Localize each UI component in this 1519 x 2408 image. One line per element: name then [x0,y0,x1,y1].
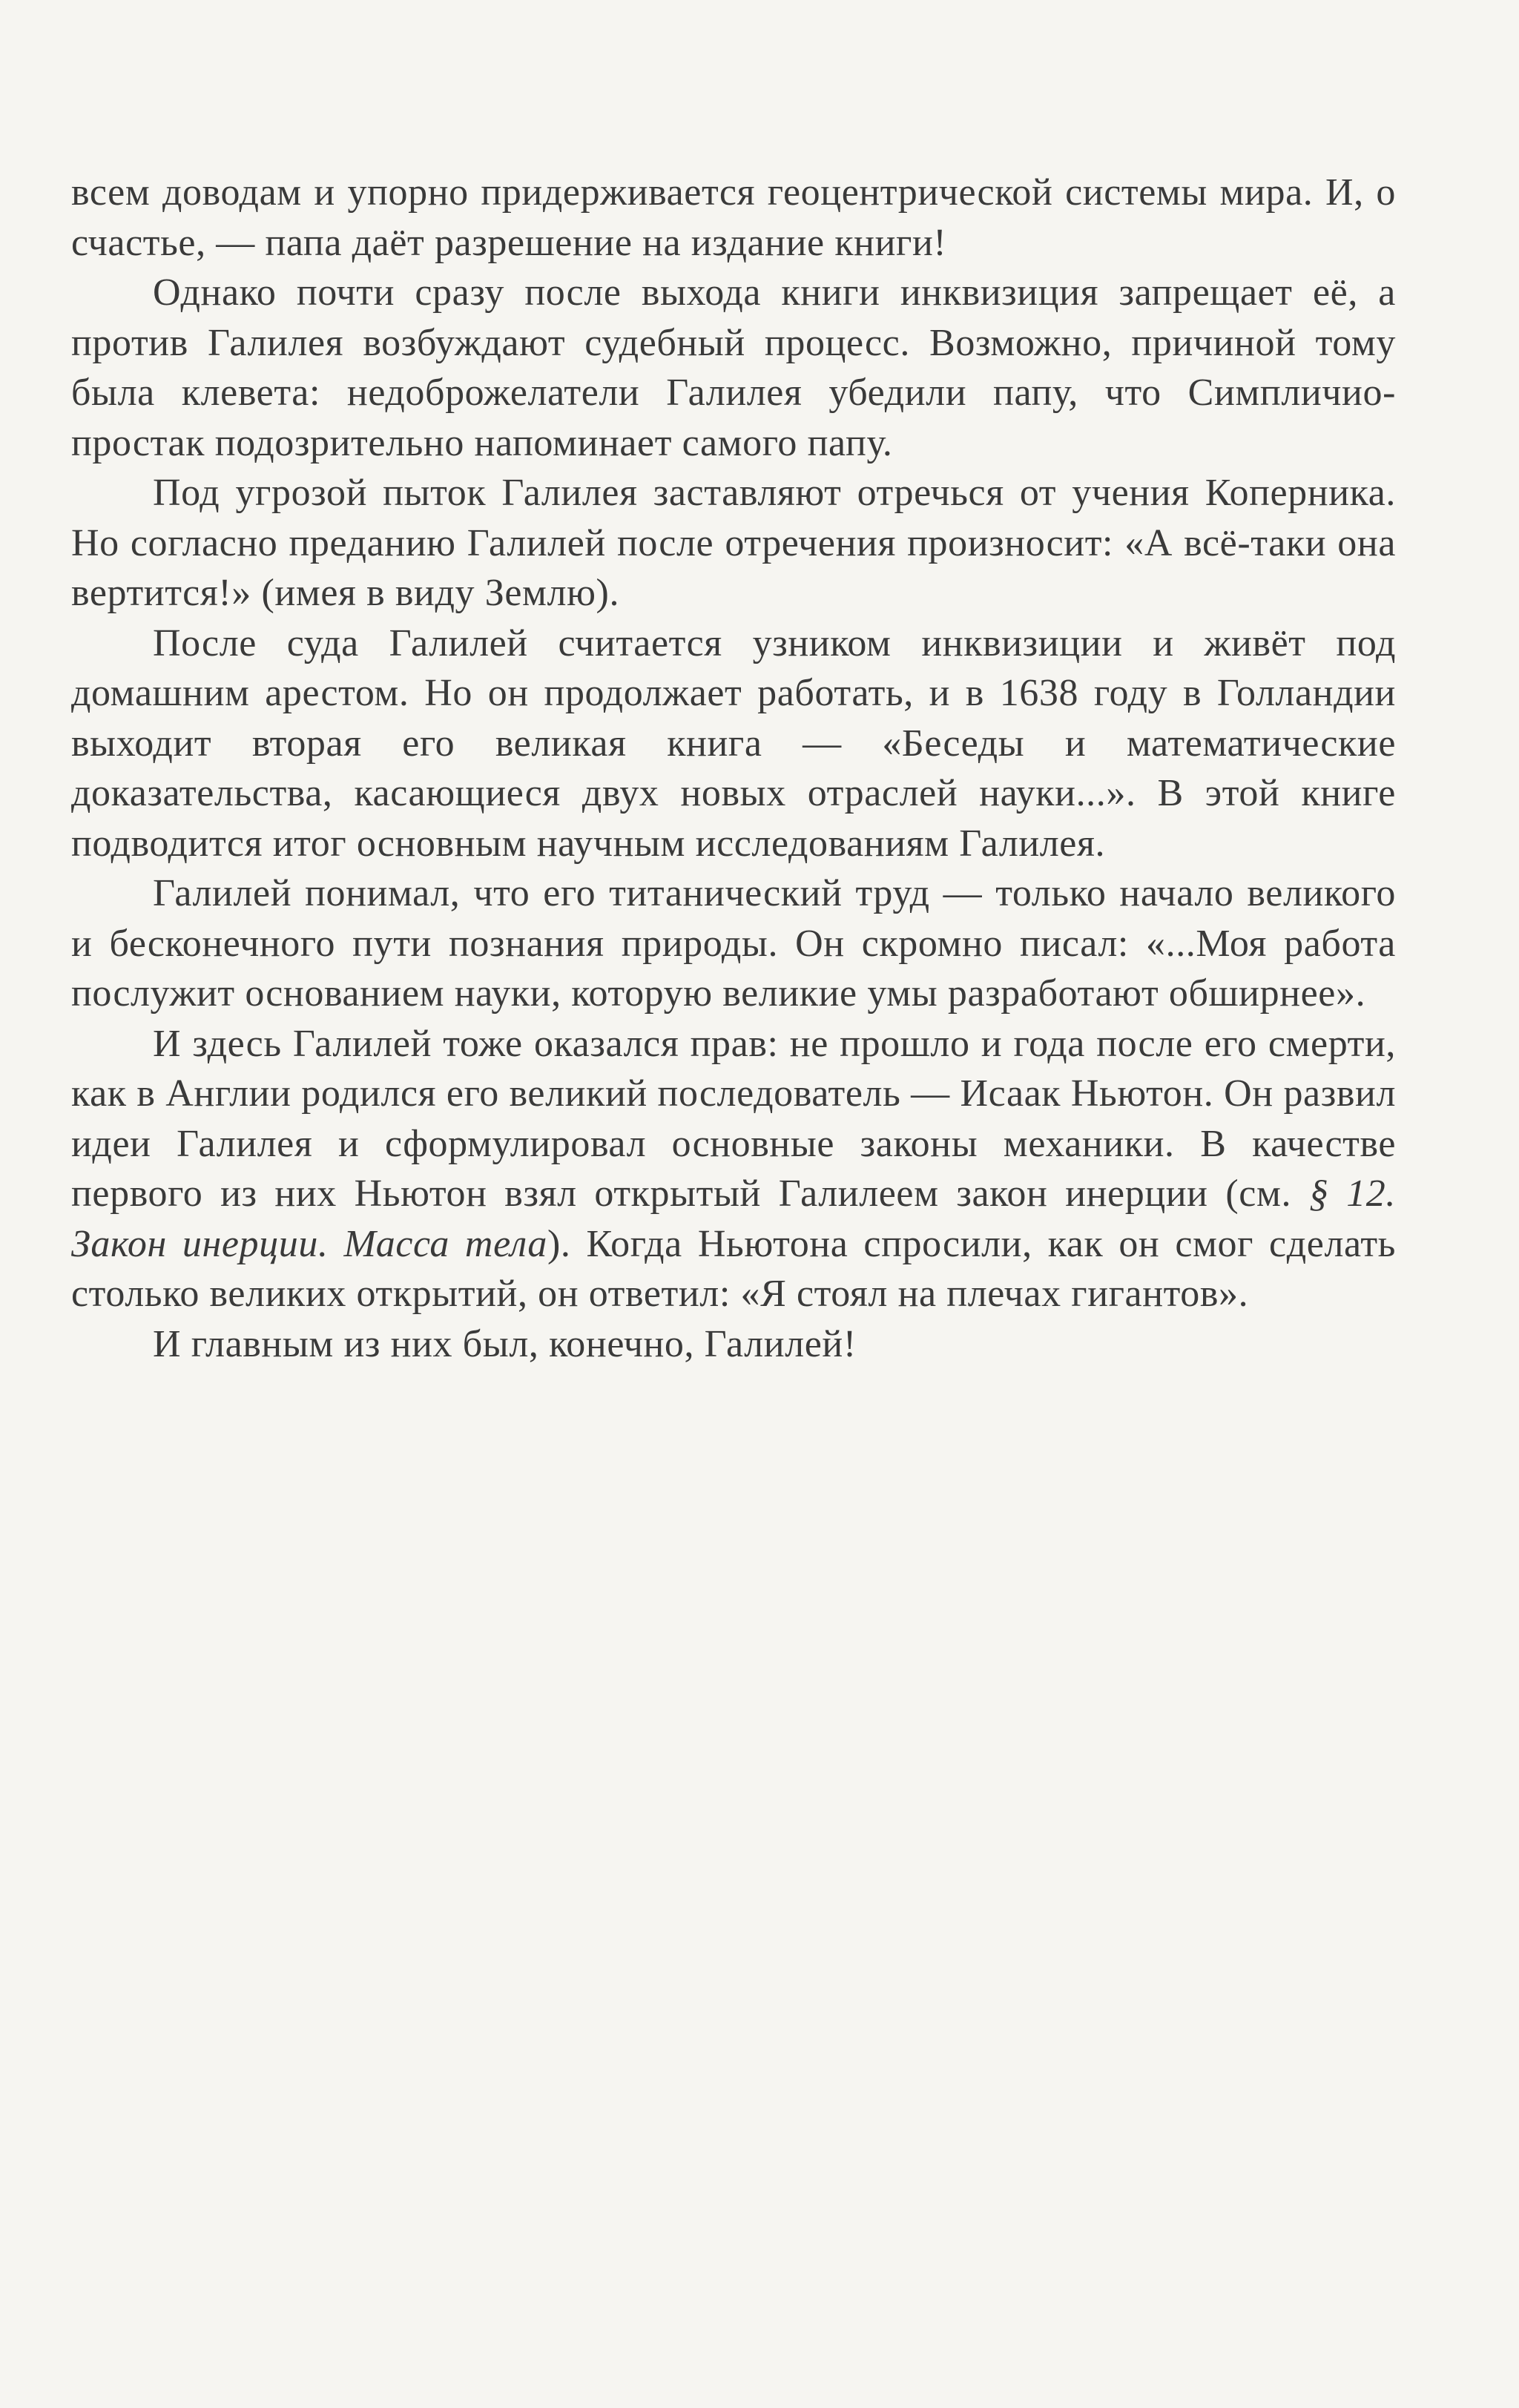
paragraph-4: После суда Галилей считается узником инквизиции и живёт под домашним арестом. Но он продолжает работать, и в 1638 году в Голландии выходит вторая его великая книга — «Беседы и математические доказательства, касающиеся двух новых отраслей науки...». В этой книге подводится итог основным научным исследованиям Галилея. [71,621,1396,865]
paragraph-3: Под угрозой пыток Галилея заставляют отречься от учения Коперника. Но согласно преданию Галилей после отречения произносит: «А всё-таки она вертится!» (имея в виду Землю). [71,472,1396,614]
paragraph-6-text-after: ). Когда Ньютона спросили, как он смог сделать столько великих открытий, он ответил: «Я стоял на плечах гигантов». [71,1222,1396,1315]
book-page-text [71,168,1396,1369]
paragraph-7: И главным из них был, конечно, Галилей! [153,1322,857,1365]
paragraph-5: Галилей понимал, что его титанический труд — только начало великого и бесконечного пути познания природы. Он скромно писал: «...Моя работа послужит основанием науки, которую великие умы разработают обширнее». [71,872,1396,1015]
paragraph-6-text-before: И здесь Галилей тоже оказался прав: не прошло и года после его смерти, как в Англии родился его великий последователь — Исаак Ньютон. Он развил идеи Галилея и сформулировал основные законы механики. В качестве первого из них Ньютон взял открытый Галилеем закон инерции (см. [71,1022,1396,1215]
paragraph-2: Однако почти сразу после выхода книги инквизиция запрещает её, а против Галилея возбуждают судебный процесс. Возможно, причиной тому была клевета: недоброжелатели Галилея убедили папу, что Симпличио-простак подозрительно напоминает самого папу. [71,271,1396,464]
paragraph-1: всем доводам и упорно придерживается геоцентрической системы мира. И, о счастье, — папа даёт разрешение на издание книги! [71,171,1396,264]
section-reference: § 12. Закон инерции. Масса тела [71,1172,1397,1265]
paragraph-6 [71,1019,1396,1319]
